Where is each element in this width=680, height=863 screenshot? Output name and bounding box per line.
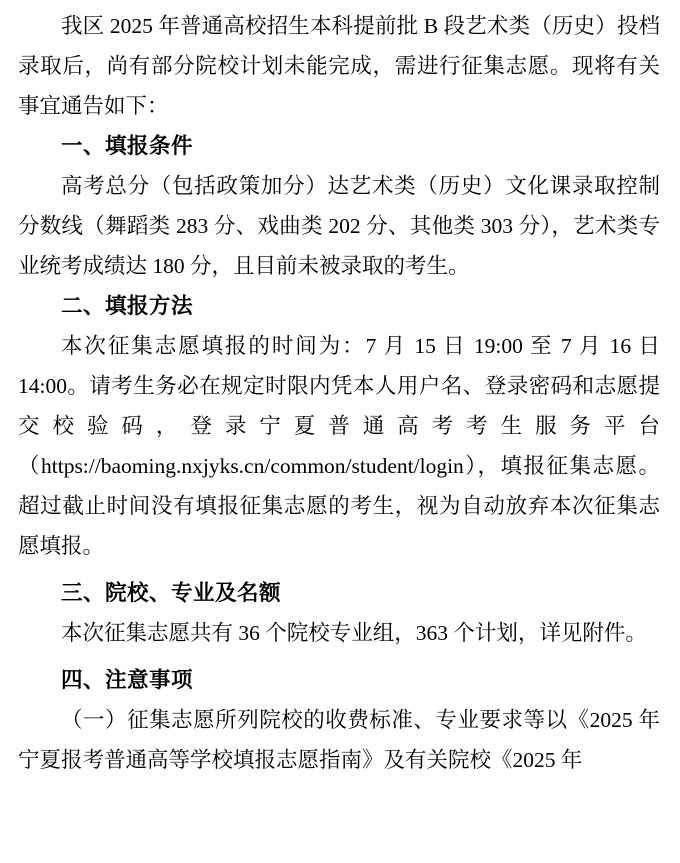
heading-section-4: 四、注意事项 bbox=[61, 668, 194, 692]
heading-section-3: 三、院校、专业及名额 bbox=[61, 581, 282, 605]
spacer bbox=[18, 653, 660, 660]
heading-section-2: 二、填报方法 bbox=[61, 294, 194, 318]
paragraph-section-4-item-1: （一）征集志愿所列院校的收费标准、专业要求等以《2025 年宁夏报考普通高等学校填报志愿指南》及有关院校《2025 年 bbox=[18, 708, 660, 772]
paragraph-section-2-body: 本次征集志愿填报的时间为：7 月 15 日 19:00 至 7 月 16 日 14:00。请考生务必在规定时限内凭本人用户名、登录密码和志愿提交校验码，登录宁夏普通高考考生服务平台（https://baoming.nxjyks.cn/common/student/login），填报征集志愿。超过截止时间没有填报征集志愿的考生，视为自动放弃本次征集志愿填报。 bbox=[18, 334, 660, 558]
heading-section-1: 一、填报条件 bbox=[61, 134, 194, 158]
spacer bbox=[18, 566, 660, 573]
paragraph-section-3-body: 本次征集志愿共有 36 个院校专业组，363 个计划，详见附件。 bbox=[61, 621, 647, 645]
paragraph-section-1-body: 高考总分（包括政策加分）达艺术类（历史）文化课录取控制分数线（舞蹈类 283 分、戏曲类 202 分、其他类 303 分），艺术类专业统考成绩达 180 分，且目前未被录取的考生。 bbox=[18, 174, 660, 278]
paragraph-intro: 我区 2025 年普通高校招生本科提前批 B 段艺术类（历史）投档录取后，尚有部分院校计划未能完成，需进行征集志愿。现将有关事宜通告如下： bbox=[18, 14, 660, 118]
